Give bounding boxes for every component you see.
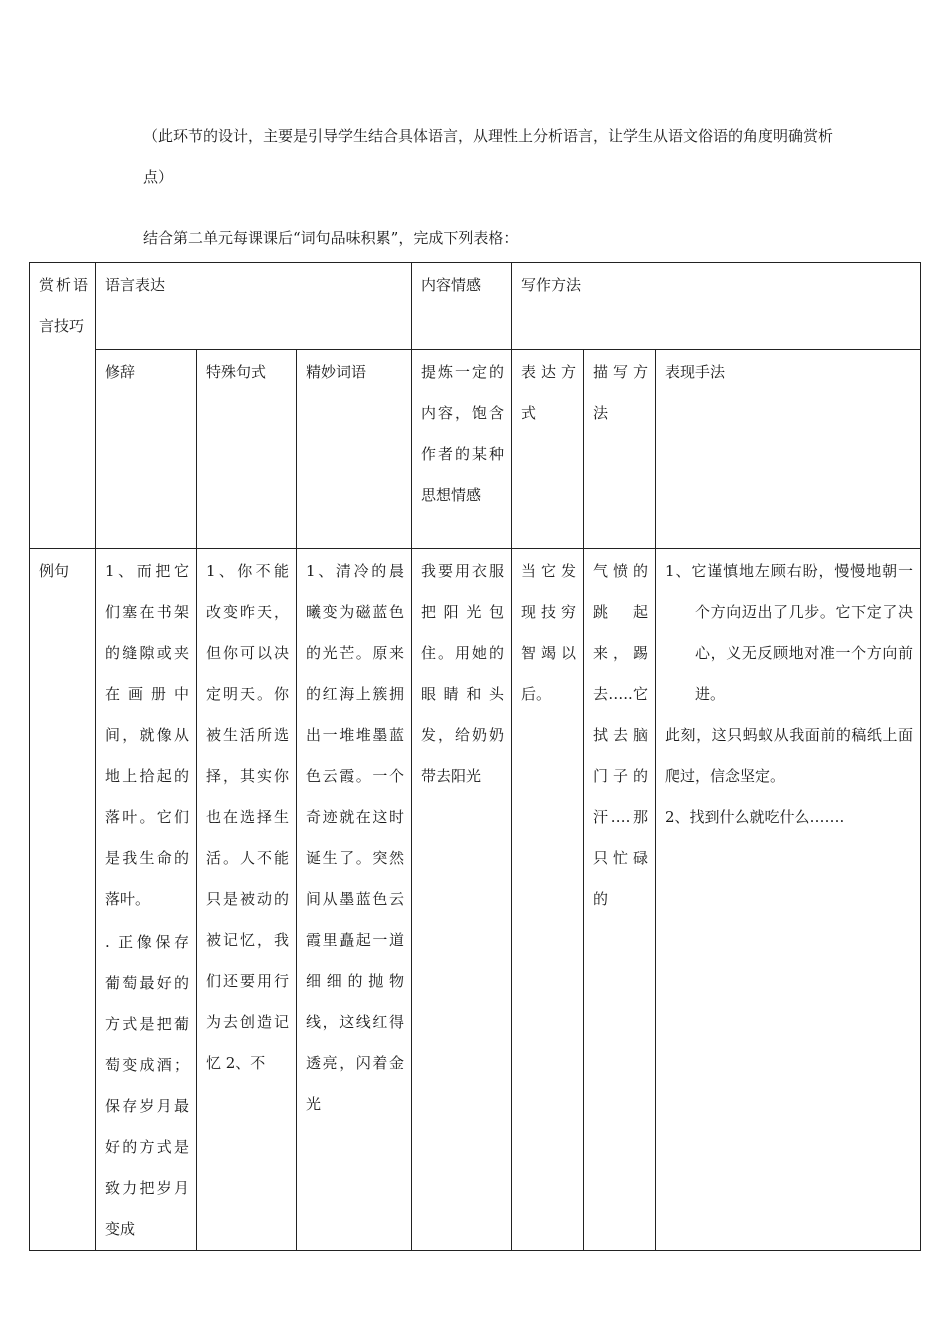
example-fine-words <box>297 549 412 1251</box>
analysis-table <box>29 262 921 1251</box>
subheader-content <box>412 350 512 549</box>
row-header-cell <box>30 263 96 549</box>
example-label: 例句 <box>39 562 70 580</box>
example-rhetoric <box>96 549 197 1251</box>
example-special-sentence <box>197 549 297 1251</box>
subheader-special-sentence-label: 特殊句式 <box>206 363 267 381</box>
subheader-fine-words-label: 精妙词语 <box>306 363 367 381</box>
example-description-text: 气愤的跳起来，踢去…..它拭去脑门子的汗….那只忙碌的 <box>593 562 648 908</box>
subheader-special-sentence <box>197 350 297 549</box>
example-label-cell <box>30 549 96 1251</box>
subheader-technique <box>656 350 921 549</box>
table-instruction: 结合第二单元每课课后“词句品味积累”，完成下列表格： <box>143 229 519 247</box>
row-header-label: 赏析语言技巧 <box>39 276 88 335</box>
subheader-expression <box>512 350 584 549</box>
group-content-label: 内容情感 <box>421 276 482 294</box>
example-description <box>584 549 656 1251</box>
subheader-expression-label: 表达方式 <box>521 363 576 422</box>
subheader-content-label: 提炼一定的内容，饱含作者的某种思想情感 <box>421 363 504 504</box>
example-technique <box>656 549 921 1251</box>
subheader-rhetoric-label: 修辞 <box>105 363 136 381</box>
example-rhetoric-text-2: . 正像保存葡萄最好的方式是把葡萄变成酒；保存岁月最好的方式是致力把岁月变成 <box>105 933 189 1238</box>
group-language-label: 语言表达 <box>105 276 166 294</box>
group-content-emotion <box>412 263 512 350</box>
group-writing-method <box>512 263 921 350</box>
subheader-rhetoric <box>96 350 197 549</box>
example-rhetoric-text-1: 1、而把它们塞在书架的缝隙或夹在画册中间，就像从地上拾起的落叶。它们是我生命的落叶。 <box>105 562 189 908</box>
subheader-fine-words <box>297 350 412 549</box>
group-language-expression <box>96 263 412 350</box>
intro-paragraph: （此环节的设计，主要是引导学生结合具体语言，从理性上分析语言，让学生从语文俗语的角度明确赏析点） <box>143 127 834 186</box>
example-special-sentence-text: 1、你不能改变昨天，但你可以决定明天。你被生活所选择，其实你也在选择生活。人不能只是被动的被记忆，我们还要用行为去创造记忆 2、不 <box>206 562 289 1072</box>
example-content <box>412 549 512 1251</box>
subheader-description <box>584 350 656 549</box>
subheader-technique-label: 表现手法 <box>665 363 726 381</box>
group-writing-label: 写作方法 <box>521 276 582 294</box>
example-fine-words-text: 1、清冷的晨曦变为磁蓝色的光芒。原来的红海上簇拥出一堆堆墨蓝色云霞。一个奇迹就在这时诞生了。突然间从墨蓝色云霞里矗起一道细细的抛物线，这线红得透亮，闪着金光 <box>306 562 404 1113</box>
example-expression-text: 当它发现技穷智竭以后。 <box>521 562 576 703</box>
example-expression <box>512 549 584 1251</box>
example-technique-text-2: 此刻，这只蚂蚁从我面前的稿纸上面爬过，信念坚定。 <box>665 726 913 785</box>
subheader-description-label: 描写方法 <box>593 363 648 422</box>
example-technique-text-3: 2、找到什么就吃什么……. <box>665 808 845 826</box>
example-content-text: 我要用衣服把阳光包住。用她的眼睛和头发，给奶奶带去阳光 <box>421 562 504 785</box>
example-technique-text-1: 1、它谨慎地左顾右盼，慢慢地朝一个方向迈出了几步。它下定了决心，义无反顾地对准一个方向前进。 <box>665 562 913 703</box>
